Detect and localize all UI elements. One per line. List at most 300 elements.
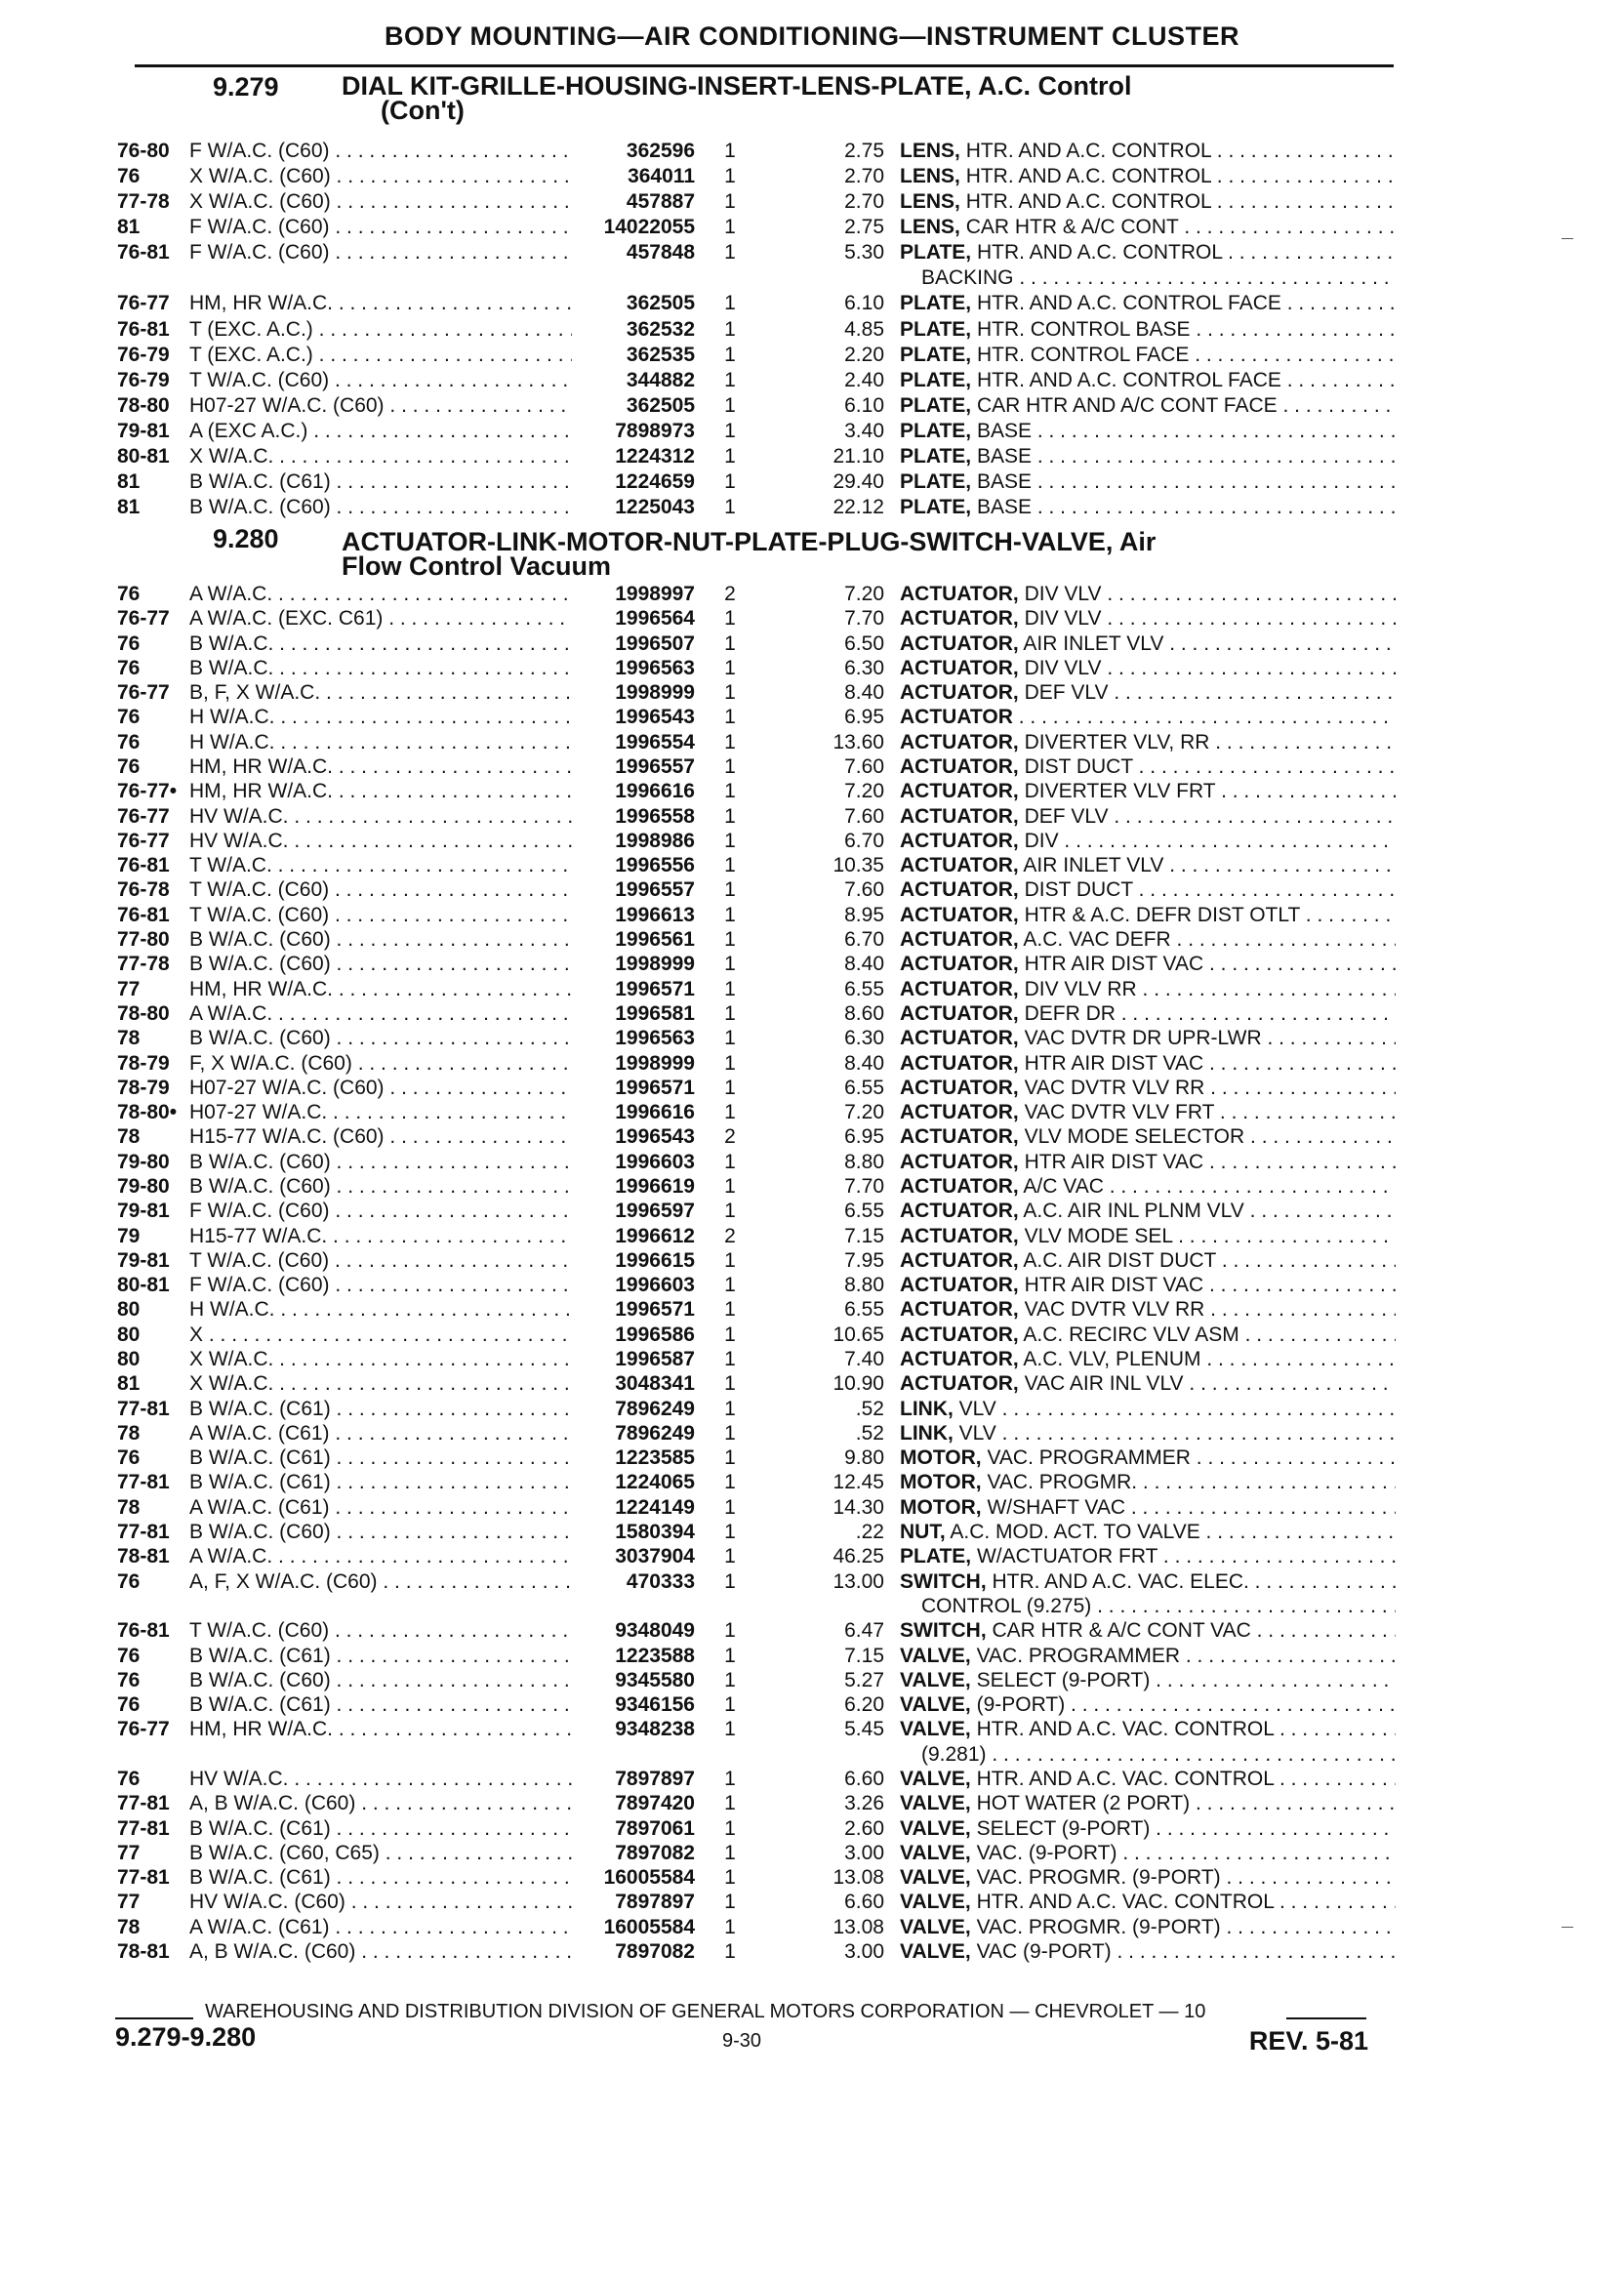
section-number: 9.280 (213, 524, 279, 553)
part-noun: ACTUATOR, (900, 1348, 1019, 1371)
table-row (0, 1422, 1624, 1445)
part-number: 1996558 (615, 804, 695, 828)
price: 4.85 (844, 317, 884, 341)
part-noun: ACTUATOR, (900, 1001, 1019, 1025)
part-noun: MOTOR, (900, 1446, 982, 1470)
part-number: 1996603 (615, 1274, 695, 1297)
table-row (0, 190, 1624, 214)
part-description (900, 1249, 1396, 1273)
table-row (0, 1298, 1624, 1322)
part-detail: VAC. PROGMR. (9-PORT) (976, 1866, 1221, 1890)
part-detail: BASE (976, 469, 1032, 493)
model-application: X W/A.C. (C60) . . . (189, 190, 572, 214)
part-detail: DIST DUCT (1024, 878, 1133, 902)
part-number: 1996543 (615, 706, 695, 729)
part-noun: PLATE, (900, 317, 972, 341)
price: 2.75 (844, 216, 884, 239)
year-range: 76-81 (117, 854, 170, 877)
part-noun: PLATE, (900, 444, 972, 468)
part-number: 1998986 (615, 829, 695, 852)
part-noun: ACTUATOR, (900, 1298, 1019, 1322)
table-row (0, 1718, 1624, 1741)
price: 7.20 (844, 1101, 884, 1124)
table-row (0, 1496, 1624, 1520)
part-detail: VAC. PROGMR. (987, 1471, 1138, 1494)
part-number: 1580394 (615, 1521, 695, 1544)
part-description (900, 1570, 1396, 1594)
price: 6.70 (844, 928, 884, 952)
year-range: 78 (117, 1027, 141, 1050)
table-row (0, 1002, 1624, 1026)
year-range: 76-77• (117, 780, 178, 803)
part-number: 457887 (626, 190, 695, 214)
price: 8.40 (844, 681, 884, 705)
model-application: T (EXC. A.C.) . . . (189, 344, 572, 367)
price: 6.55 (844, 1076, 884, 1099)
quantity: 1 (724, 1816, 736, 1840)
part-noun: ACTUATOR, (900, 1101, 1019, 1124)
part-number: 7897061 (615, 1816, 695, 1840)
quantity: 1 (724, 1076, 736, 1099)
price: 6.60 (844, 1767, 884, 1790)
table-row (0, 318, 1624, 342)
table-row (0, 1669, 1624, 1692)
table-row (0, 1768, 1624, 1791)
model-application: A W/A.C. . . . (189, 1545, 572, 1568)
quantity: 1 (724, 1274, 736, 1297)
part-description (900, 190, 1396, 214)
part-detail: A.C. RECIRC VLV ASM (1023, 1323, 1239, 1346)
model-application: HM, HR W/A.C. . . . (189, 292, 572, 315)
quantity: 2 (724, 1125, 736, 1149)
quantity: 1 (724, 1569, 736, 1593)
quantity: 1 (724, 878, 736, 902)
footer-rule (1286, 2017, 1366, 2019)
part-description (900, 1842, 1396, 1865)
part-description (900, 318, 1396, 342)
price: 8.60 (844, 1001, 884, 1025)
part-description (900, 878, 1396, 902)
part-description (900, 1027, 1396, 1050)
price: 7.60 (844, 755, 884, 779)
part-description (900, 1125, 1396, 1149)
part-detail: A.C. VAC DEFR (1023, 928, 1171, 952)
part-noun: ACTUATOR, (900, 1372, 1019, 1396)
year-range: 78-81 (117, 1940, 170, 1963)
part-noun: PLATE, (900, 343, 972, 366)
year-range: 78 (117, 1125, 141, 1149)
part-noun: VALVE, (900, 1693, 971, 1717)
quantity: 1 (724, 607, 736, 631)
part-noun: ACTUATOR, (900, 1027, 1019, 1050)
part-noun: VALVE, (900, 1767, 971, 1790)
year-range: 77-81 (117, 1471, 170, 1494)
part-detail: HTR. AND A.C. CONTROL FACE (976, 368, 1281, 391)
table-row (0, 445, 1624, 468)
model-application: H15-77 W/A.C. . . . (189, 1225, 572, 1248)
part-description (900, 805, 1396, 829)
part-detail: DIST DUCT (1024, 755, 1133, 779)
year-range: 80 (117, 1298, 141, 1322)
part-number: 1996587 (615, 1348, 695, 1371)
part-description (900, 216, 1396, 239)
quantity: 1 (724, 1348, 736, 1371)
revision: REV. 5-81 (1248, 2026, 1368, 2056)
quantity: 1 (724, 1619, 736, 1643)
model-application: B, F, X W/A.C. . . . (189, 681, 572, 705)
table-row (0, 1225, 1624, 1248)
part-detail: A.C. VLV, PLENUM (1023, 1348, 1201, 1371)
year-range: 77-81 (117, 1397, 170, 1420)
year-range: 77-78 (117, 190, 170, 214)
table-row (0, 805, 1624, 829)
part-number: 7897420 (615, 1792, 695, 1815)
table-row (0, 1348, 1624, 1371)
year-range: 76-77 (117, 829, 170, 852)
section-title-line1: ACTUATOR-LINK-MOTOR-NUT-PLATE-PLUG-SWITCH-VALVE, Air (342, 527, 1157, 556)
price: 21.10 (832, 444, 884, 468)
part-detail: DIV (1024, 829, 1059, 852)
part-description (900, 165, 1396, 188)
part-number: 1996557 (615, 878, 695, 902)
table-row (0, 140, 1624, 163)
part-description (900, 1866, 1396, 1890)
year-range: 76-77 (117, 292, 170, 315)
year-range: 78 (117, 1421, 141, 1445)
year-range: 76-77 (117, 804, 170, 828)
quantity: 1 (724, 140, 736, 162)
quantity: 1 (724, 1051, 736, 1075)
part-detail: CAR HTR & A/C CONT (965, 216, 1179, 239)
year-range: 76 (117, 1446, 141, 1470)
model-application: B W/A.C. (C61) . . . (189, 1817, 572, 1841)
part-number: 16005584 (603, 1915, 695, 1938)
part-noun: ACTUATOR, (900, 656, 1019, 679)
part-detail: HTR. AND A.C. CONTROL (965, 190, 1211, 214)
model-application: B W/A.C. (C61) . . . (189, 1398, 572, 1421)
quantity: 1 (724, 1248, 736, 1272)
part-number: 1996616 (615, 1101, 695, 1124)
part-noun: ACTUATOR, (900, 1274, 1019, 1297)
model-application: H07-27 W/A.C. (C60) . . . (189, 1077, 572, 1100)
table-row (0, 1570, 1624, 1594)
part-number: 1224065 (615, 1471, 695, 1494)
part-description (900, 1348, 1396, 1371)
part-description (900, 470, 1396, 494)
quantity: 1 (724, 1323, 736, 1346)
quantity: 1 (724, 1693, 736, 1717)
quantity: 1 (724, 1200, 736, 1223)
part-noun: VALVE, (900, 1866, 971, 1890)
table-row (0, 1866, 1624, 1890)
price: 7.20 (844, 780, 884, 803)
part-number: 1996543 (615, 1125, 695, 1149)
part-noun: ACTUATOR, (900, 977, 1019, 1000)
model-application: T W/A.C. (C60) . . . (189, 904, 572, 927)
price: 5.30 (844, 241, 884, 265)
quantity: 1 (724, 368, 736, 391)
page-title: BODY MOUNTING—AIR CONDITIONING—INSTRUMENT CLUSTER (385, 21, 1239, 51)
part-detail: AIR INLET VLV (1023, 631, 1164, 655)
table-row (0, 1792, 1624, 1815)
table-row (0, 830, 1624, 853)
year-range: 76-81 (117, 317, 170, 341)
year-range: 76 (117, 1644, 141, 1667)
price: 2.20 (844, 343, 884, 366)
model-application: A, B W/A.C. (C60) . . . (189, 1792, 572, 1815)
footer-range: 9.279-9.280 (115, 2022, 257, 2052)
table-row (0, 878, 1624, 902)
section-title-line1: DIAL KIT-GRILLE-HOUSING-INSERT-LENS-PLATE, A.C. Control (342, 71, 1132, 101)
part-detail: VAC DVTR DR UPR-LWR (1024, 1027, 1262, 1050)
description-continuation (0, 1743, 1624, 1767)
part-description (900, 344, 1396, 367)
price: 13.08 (832, 1866, 884, 1890)
part-description (900, 1101, 1396, 1124)
price: 2.40 (844, 368, 884, 391)
table-row (0, 1027, 1624, 1050)
part-number: 7896249 (615, 1421, 695, 1445)
price: 7.15 (844, 1644, 884, 1667)
part-description (900, 928, 1396, 952)
price: 6.95 (844, 706, 884, 729)
part-number: 14022055 (603, 216, 695, 239)
quantity: 1 (724, 444, 736, 468)
year-range: 79 (117, 1224, 141, 1247)
page-number: 9-30 (722, 2030, 762, 2052)
part-detail: DIV VLV (1024, 656, 1102, 679)
model-application: B W/A.C. (C60) . . . (189, 1521, 572, 1544)
quantity: 1 (724, 393, 736, 417)
price: 5.27 (844, 1668, 884, 1691)
model-application: H W/A.C. . . . (189, 706, 572, 729)
model-application: A W/A.C. . . . (189, 1002, 572, 1026)
model-application: A W/A.C. (C61) . . . (189, 1496, 572, 1520)
footer-text: WAREHOUSING AND DISTRIBUTION DIVISION OF GENERAL MOTORS CORPORATION — CHEVROLET — 10 (205, 2001, 1206, 2022)
quantity: 1 (724, 1940, 736, 1963)
quantity: 1 (724, 829, 736, 852)
part-detail: DEF VLV (1024, 804, 1109, 828)
part-detail: VAC. PROGRAMMER (987, 1446, 1191, 1470)
table-row (0, 1323, 1624, 1347)
part-noun: ACTUATOR, (900, 1224, 1019, 1247)
price: 8.40 (844, 1051, 884, 1075)
part-detail: VAC. PROGMR. (9-PORT) (976, 1915, 1221, 1938)
part-noun: SWITCH, (900, 1569, 987, 1593)
year-range: 79-81 (117, 419, 170, 442)
part-description (900, 978, 1396, 1001)
part-noun: ACTUATOR, (900, 730, 1019, 753)
part-noun: ACTUATOR, (900, 1051, 1019, 1075)
quantity: 1 (724, 706, 736, 729)
part-detail: VAC DVTR VLV RR (1024, 1076, 1205, 1099)
part-description (900, 1792, 1396, 1815)
part-noun: ACTUATOR, (900, 928, 1019, 952)
part-number: 362505 (626, 292, 695, 315)
model-application: T W/A.C. (C60) . . . (189, 1249, 572, 1273)
part-detail: HTR AIR DIST VAC (1024, 1274, 1204, 1297)
part-description (900, 140, 1396, 163)
part-number: 344882 (626, 368, 695, 391)
part-description (900, 1372, 1396, 1396)
part-description (900, 1002, 1396, 1026)
price: 2.60 (844, 1816, 884, 1840)
model-application: X . . . (189, 1323, 572, 1347)
year-range: 76-77 (117, 1718, 170, 1741)
header-rule (135, 64, 1394, 67)
part-detail: VAC. PROGRAMMER (976, 1644, 1181, 1667)
part-number: 7898973 (615, 419, 695, 442)
year-range: 76 (117, 706, 141, 729)
part-noun: VALVE, (900, 1940, 971, 1963)
year-range: 79-81 (117, 1200, 170, 1223)
year-range: 76 (117, 583, 141, 605)
year-range: 81 (117, 1372, 141, 1396)
part-noun: MOTOR, (900, 1495, 982, 1519)
part-noun: LENS, (900, 216, 960, 239)
part-description (900, 1151, 1396, 1174)
quantity: 1 (724, 1866, 736, 1890)
price: 6.47 (844, 1619, 884, 1643)
part-detail: HTR. CONTROL FACE (976, 343, 1190, 366)
part-detail: VAC (9-PORT) (976, 1940, 1112, 1963)
price: .52 (855, 1397, 884, 1420)
year-range: 76-81 (117, 1619, 170, 1643)
part-detail: VLV MODE SELECTOR (1024, 1125, 1245, 1149)
quantity: 1 (724, 1446, 736, 1470)
part-noun: VALVE, (900, 1891, 971, 1914)
price: 6.30 (844, 1027, 884, 1050)
year-range: 77 (117, 1841, 141, 1864)
part-noun: ACTUATOR, (900, 607, 1019, 631)
part-description (900, 607, 1396, 631)
year-range: 76-78 (117, 878, 170, 902)
section-title (342, 71, 1376, 125)
quantity: 1 (724, 1668, 736, 1691)
model-application: T W/A.C. (C60) . . . (189, 878, 572, 902)
part-number: 1996586 (615, 1323, 695, 1346)
table-row (0, 755, 1624, 779)
section-title-line2: (Con't) (381, 96, 465, 125)
part-description (900, 755, 1396, 779)
model-application: A W/A.C. (C61) . . . (189, 1422, 572, 1445)
table-row (0, 1842, 1624, 1865)
model-application: F W/A.C. (C60) . . . (189, 216, 572, 239)
part-noun: ACTUATOR, (900, 829, 1019, 852)
part-number: 3048341 (615, 1372, 695, 1396)
table-row (0, 681, 1624, 705)
part-number: 362596 (626, 140, 695, 162)
part-number: 1996561 (615, 928, 695, 952)
price: 7.60 (844, 878, 884, 902)
quantity: 2 (724, 583, 736, 605)
part-description (900, 632, 1396, 656)
table-row (0, 1274, 1624, 1297)
table-row (0, 292, 1624, 315)
part-number: 364011 (628, 165, 695, 188)
part-noun: VALVE, (900, 1644, 971, 1667)
part-number: 1996554 (615, 730, 695, 753)
quantity: 1 (724, 1174, 736, 1198)
part-description (900, 1669, 1396, 1692)
table-row (0, 344, 1624, 367)
table-row (0, 1645, 1624, 1668)
part-noun: ACTUATOR, (900, 953, 1019, 976)
section-number: 9.279 (213, 72, 279, 102)
price: 3.00 (844, 1940, 884, 1963)
part-detail: SELECT (9-PORT) (976, 1816, 1151, 1840)
model-application: B W/A.C. (C60) . . . (189, 1027, 572, 1050)
table-row (0, 1151, 1624, 1174)
table-row (0, 1052, 1624, 1076)
part-detail: VAC. (9-PORT) (976, 1841, 1117, 1864)
part-noun: PLATE, (900, 1545, 972, 1568)
year-range: 77-81 (117, 1816, 170, 1840)
price: 2.75 (844, 140, 884, 162)
price: 6.10 (844, 393, 884, 417)
quantity: 1 (724, 1644, 736, 1667)
part-noun: VALVE, (900, 1841, 971, 1864)
quantity: 1 (724, 496, 736, 518)
part-detail: CAR HTR AND A/C CONT FACE (976, 393, 1278, 417)
year-range: 81 (117, 216, 141, 239)
table-row (0, 1940, 1624, 1964)
part-number: 1225043 (615, 496, 695, 518)
part-noun: PLATE, (900, 469, 972, 493)
year-range: 79-81 (117, 1248, 170, 1272)
part-description (900, 1077, 1396, 1100)
part-description (900, 657, 1396, 680)
price: 6.95 (844, 1125, 884, 1149)
table-row (0, 1372, 1624, 1396)
model-application: T W/A.C. (C60) . . . (189, 1619, 572, 1643)
part-noun: PLATE, (900, 292, 972, 315)
price: 10.65 (832, 1323, 884, 1346)
model-application: T (EXC. A.C.) . . . (189, 318, 572, 342)
quantity: 1 (724, 1718, 736, 1741)
model-application: HM, HR W/A.C. . . . (189, 780, 572, 803)
year-range: 78-80• (117, 1101, 178, 1124)
year-range: 77-81 (117, 1792, 170, 1815)
quantity: 1 (724, 1767, 736, 1790)
price: 8.80 (844, 1274, 884, 1297)
part-number: 1224659 (615, 469, 695, 493)
table-row (0, 978, 1624, 1001)
part-description (900, 780, 1396, 803)
part-number: 362535 (626, 343, 695, 366)
year-range: 76 (117, 1569, 141, 1593)
model-application: H W/A.C. . . . (189, 731, 572, 754)
table-row (0, 1249, 1624, 1273)
price: 7.15 (844, 1224, 884, 1247)
price: 13.00 (832, 1569, 884, 1593)
price: 12.45 (832, 1471, 884, 1494)
part-description (900, 1619, 1396, 1643)
part-detail: VLV (958, 1397, 996, 1420)
model-application: F W/A.C. (C60) . . . (189, 140, 572, 163)
quantity: 1 (724, 730, 736, 753)
part-detail: VLV MODE SEL (1024, 1224, 1173, 1247)
part-description (900, 681, 1396, 705)
quantity: 1 (724, 1471, 736, 1494)
part-description (900, 420, 1396, 443)
model-application: A W/A.C. . . . (189, 583, 572, 606)
price: 7.70 (844, 1174, 884, 1198)
year-range: 78-80 (117, 1001, 170, 1025)
price: 13.08 (832, 1915, 884, 1938)
model-application: A, B W/A.C. (C60) . . . (189, 1940, 572, 1964)
section-title-line2: Flow Control Vacuum (342, 551, 612, 581)
